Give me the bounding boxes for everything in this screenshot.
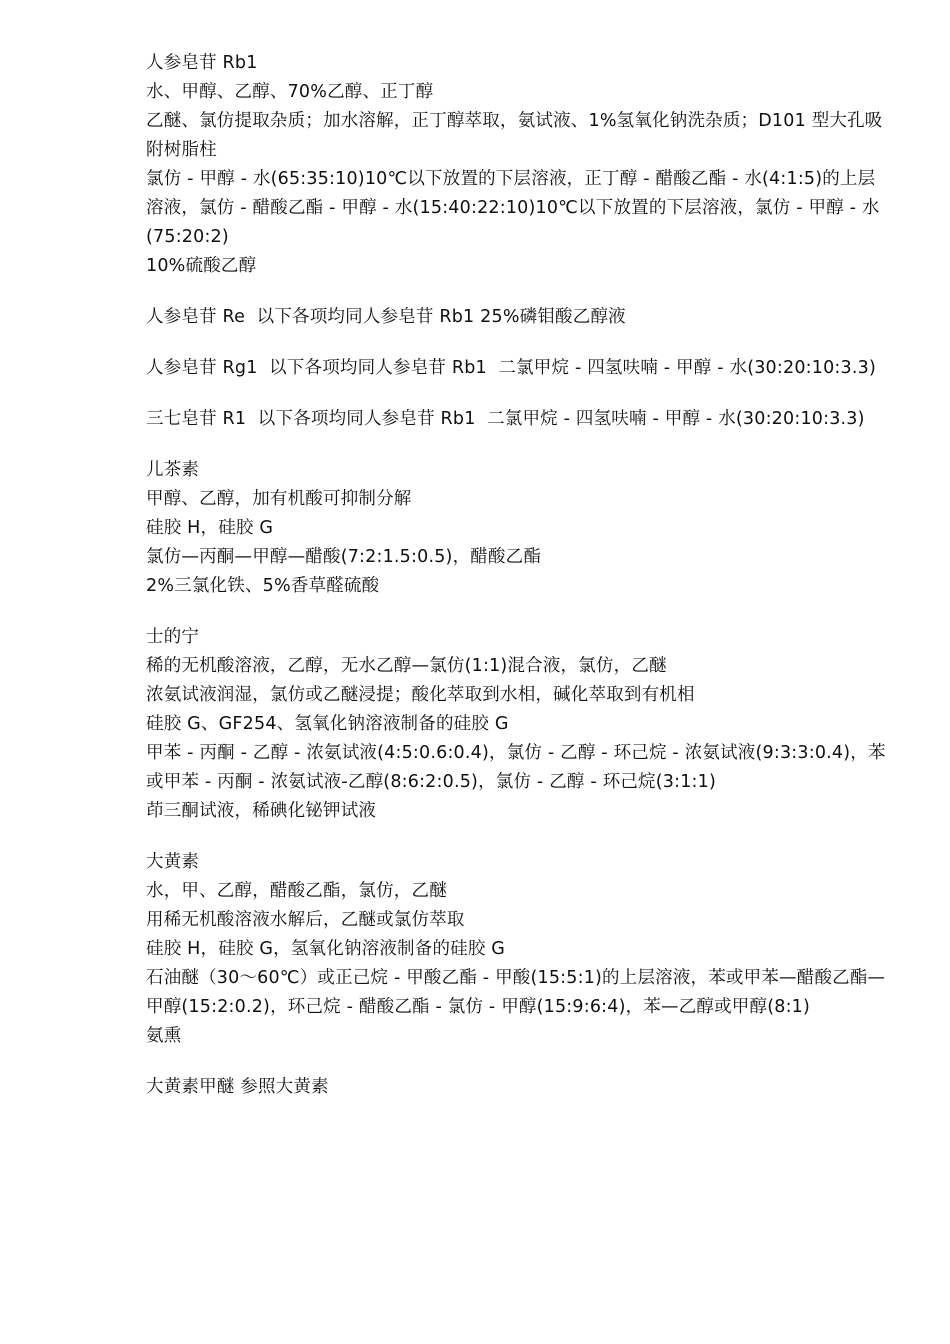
- solvent-text: 水、甲醇、乙醇、70%乙醇、正丁醇: [146, 82, 434, 102]
- extraction-text: 乙醚、氯仿提取杂质；加水溶解，正丁醇萃取，氨试液、1%氢氧化钠洗杂质；D101 型大孔吸附树脂柱: [146, 111, 883, 160]
- stationary-phase-text: 硅胶 H，硅胶 G，氢氧化钠溶液制备的硅胶 G: [146, 939, 506, 959]
- section-emodin: [146, 848, 886, 1051]
- reagent-text: 茚三酮试液，稀碘化铋钾试液: [146, 801, 377, 821]
- solvent-text: 水，甲、乙醇，醋酸乙酯，氯仿，乙醚: [146, 881, 447, 901]
- section-physcion: [146, 1073, 886, 1102]
- compound-name: 士的宁: [146, 627, 200, 647]
- compound-name: 人参皂苷 Rb1: [146, 53, 258, 73]
- document-page: [146, 49, 886, 1124]
- mobile-phase-text: 氯仿 - 甲醇 - 水(65:35:10)10℃以下放置的下层溶液，正丁醇 - 醋酸乙酯 - 水(4:1:5)的上层溶液，氯仿 - 醋酸乙酯 - 甲醇 - 水(15:40:22:10)10℃以下放置的下层溶液，氯仿 - 甲醇 - 水(75:20:2): [146, 169, 880, 247]
- compound-entry-text: 人参皂苷 Re 以下各项均同人参皂苷 Rb1 25%磷钼酸乙醇液: [146, 307, 626, 327]
- compound-entry-text: 人参皂苷 Rg1 以下各项均同人参皂苷 Rb1 二氯甲烷 - 四氢呋喃 - 甲醇 - 水(30:20:10:3.3): [146, 358, 876, 378]
- section-strychnine: [146, 623, 886, 826]
- compound-name: 儿茶素: [146, 460, 200, 480]
- compound-entry-text: 大黄素甲醚 参照大黄素: [146, 1077, 329, 1097]
- section-ginsenoside-rb1: [146, 49, 886, 281]
- mobile-phase-text: 甲苯 - 丙酮 - 乙醇 - 浓氨试液(4:5:0.6:0.4)，氯仿 - 乙醇 - 环己烷 - 浓氨试液(9:3:3:0.4)，苯或甲苯 - 丙酮 - 浓氨试液-乙醇(8:6:2:0.5)，氯仿 - 乙醇 - 环己烷(3:1:1): [146, 743, 886, 792]
- reagent-text: 氨熏: [146, 1026, 182, 1046]
- stationary-phase-text: 硅胶 H，硅胶 G: [146, 518, 274, 538]
- section-notoginsenoside-r1: [146, 405, 886, 434]
- section-catechin: [146, 456, 886, 601]
- solvent-text: 甲醇、乙醇，加有机酸可抑制分解: [146, 489, 412, 509]
- extraction-text: 浓氨试液润湿，氯仿或乙醚浸提；酸化萃取到水相，碱化萃取到有机相: [146, 685, 695, 705]
- reagent-text: 10%硫酸乙醇: [146, 256, 257, 276]
- mobile-phase-text: 石油醚（30～60℃）或正己烷 - 甲酸乙酯 - 甲酸(15:5:1)的上层溶液，苯或甲苯—醋酸乙酯—甲醇(15:2:0.2)，环己烷 - 醋酸乙酯 - 氯仿 - 甲醇(15:9:6:4)，苯—乙醇或甲醇(8:1): [146, 968, 886, 1017]
- section-ginsenoside-rg1: [146, 354, 886, 383]
- extraction-text: 用稀无机酸溶液水解后，乙醚或氯仿萃取: [146, 910, 465, 930]
- mobile-phase-text: 氯仿—丙酮—甲醇—醋酸(7:2:1.5:0.5)，醋酸乙酯: [146, 547, 542, 567]
- section-ginsenoside-re: [146, 303, 886, 332]
- compound-name: 大黄素: [146, 852, 200, 872]
- stationary-phase-text: 硅胶 G、GF254、氢氧化钠溶液制备的硅胶 G: [146, 714, 509, 734]
- solvent-text: 稀的无机酸溶液，乙醇，无水乙醇—氯仿(1:1)混合液，氯仿，乙醚: [146, 656, 667, 676]
- reagent-text: 2%三氯化铁、5%香草醛硫酸: [146, 576, 380, 596]
- compound-entry-text: 三七皂苷 R1 以下各项均同人参皂苷 Rb1 二氯甲烷 - 四氢呋喃 - 甲醇 - 水(30:20:10:3.3): [146, 409, 865, 429]
